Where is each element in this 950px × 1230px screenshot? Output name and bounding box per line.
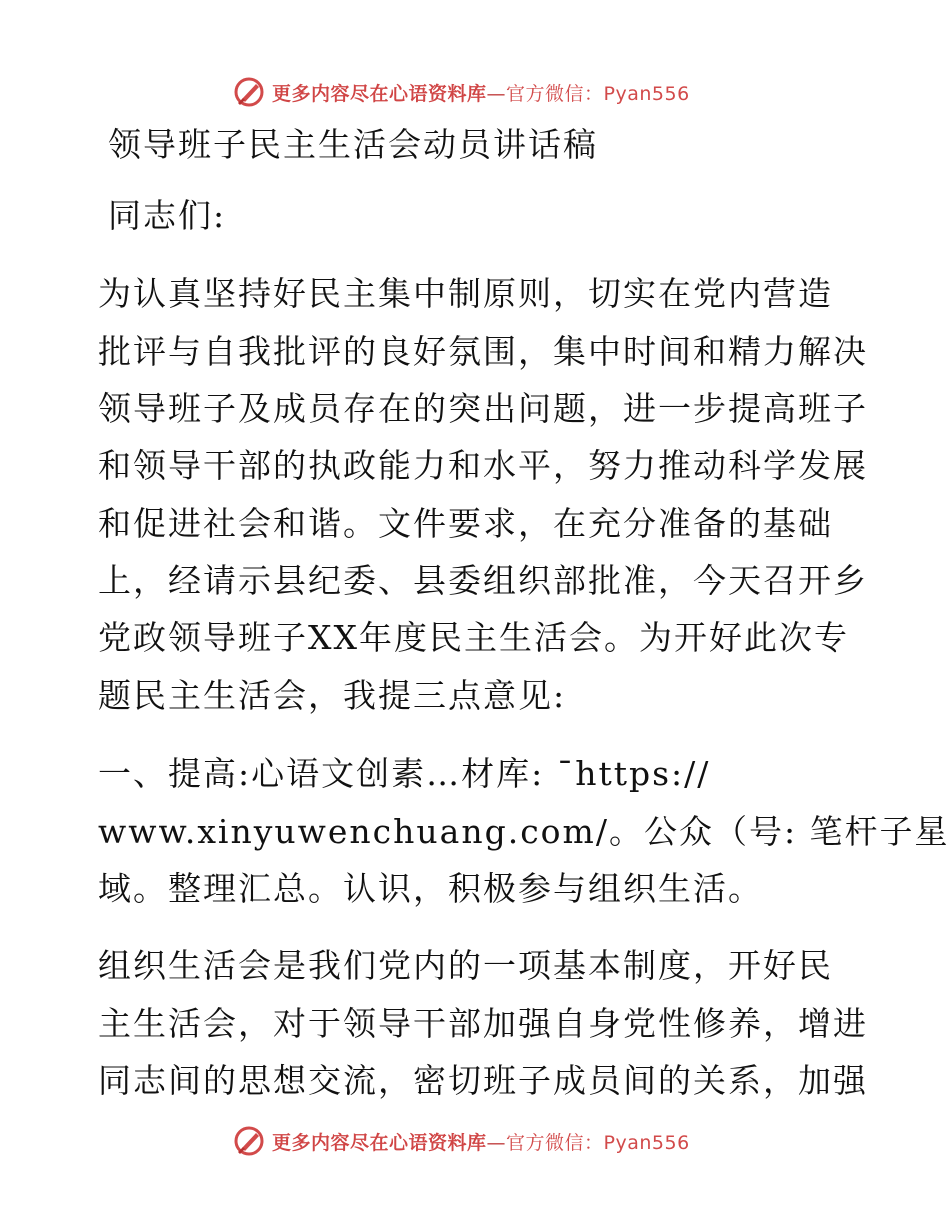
paragraph-2-line-2: www.xinyuwenchuang.com/。公众（号: 笔杆子星: [98, 812, 950, 851]
paragraph-1-line-2: 批评与自我批评的良好氛围，集中时间和精力解决: [98, 332, 868, 371]
paragraph-1-line-8: 题民主生活会，我提三点意见:: [98, 676, 567, 715]
watermark-header: [232, 72, 690, 112]
watermark-official: 官方微信：Pyan556: [506, 1131, 690, 1154]
pen-logo-icon: [232, 1124, 266, 1158]
watermark-separator: —: [486, 1131, 507, 1154]
paragraph-1-line-4: 和领导干部的执政能力和水平，努力推动科学发展: [98, 446, 868, 485]
watermark-footer: [232, 1121, 690, 1161]
paragraph-1-line-1: 为认真坚持好民主集中制原则，切实在党内营造: [98, 274, 833, 313]
pen-logo-icon: [232, 75, 266, 109]
paragraph-3-line-3: 同志间的思想交流，密切班子成员间的关系，加强: [98, 1061, 868, 1100]
watermark-text: [272, 1128, 690, 1155]
document-title: 领导班子民主生活会动员讲话稿: [108, 125, 598, 164]
paragraph-1-line-5: 和促进社会和谐。文件要求，在充分准备的基础: [98, 504, 833, 543]
paragraph-3-line-1: 组织生活会是我们党内的一项基本制度，开好民: [98, 946, 833, 985]
watermark-text: [272, 79, 690, 106]
greeting: 同志们:: [108, 196, 227, 235]
watermark-separator: —: [486, 82, 507, 105]
paragraph-1-line-6: 上，经请示县纪委、县委组织部批准，今天召开乡: [98, 561, 868, 600]
watermark-brand: 更多内容尽在心语资料库: [272, 1131, 487, 1154]
paragraph-1-line-7: 党政领导班子XX年度民主生活会。为开好此次专: [98, 618, 849, 657]
paragraph-2-line-3: 域。整理汇总。认识，积极参与组织生活。: [98, 869, 763, 908]
watermark-official: 官方微信：Pyan556: [506, 82, 690, 105]
paragraph-3-line-2: 主生活会，对于领导干部加强自身党性修养，增进: [98, 1004, 868, 1043]
watermark-brand: 更多内容尽在心语资料库: [272, 82, 487, 105]
paragraph-2-line-1: 一、提高:心语文创素…材库: ¯https://: [98, 754, 711, 793]
paragraph-1-line-3: 领导班子及成员存在的突出问题，进一步提高班子: [98, 389, 868, 428]
